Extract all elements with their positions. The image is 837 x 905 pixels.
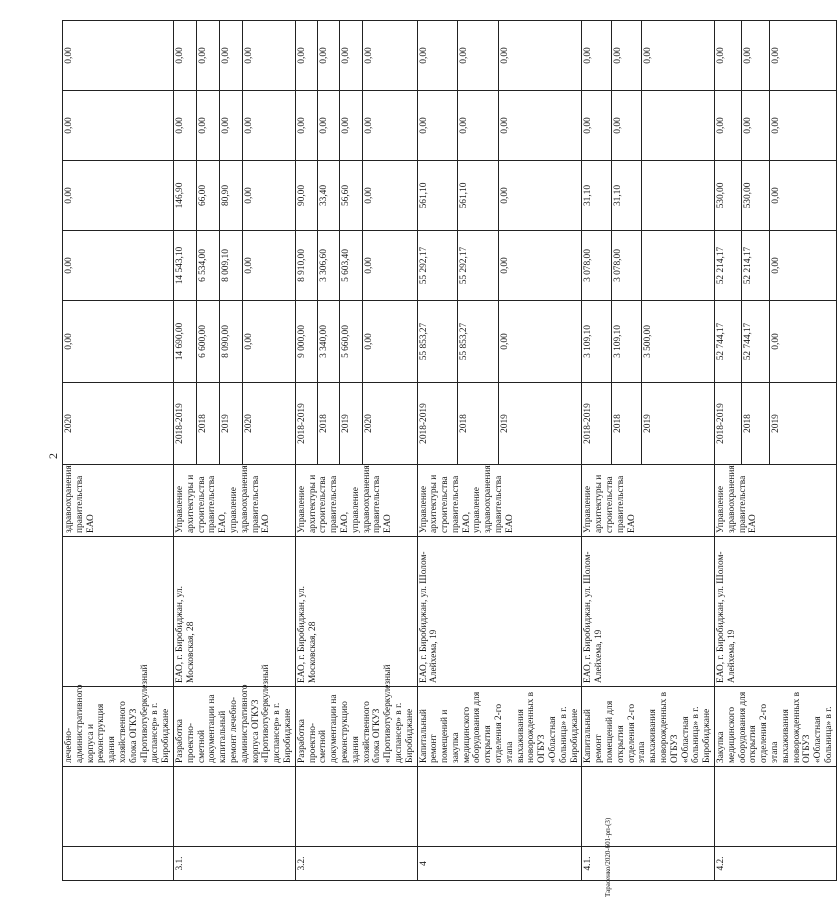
amount-other: 0,00	[173, 21, 196, 91]
budget-table	[62, 20, 837, 881]
spacer-cell	[63, 767, 174, 847]
amount-other: 0,00	[219, 21, 242, 91]
location: ЕАО, г. Биробиджан, ул. Московская, 28	[173, 537, 295, 687]
amount-total: 3 500,00	[642, 301, 715, 383]
responsible-body: Управление архитектуры и строительства правительства ЕАО	[582, 465, 715, 537]
amount-local: 0,00	[499, 91, 582, 161]
row-number: 4	[417, 847, 582, 881]
period: 2018-2019	[173, 383, 196, 465]
spacer-cell	[295, 767, 417, 847]
amount-federal: 55 292,17	[458, 231, 499, 301]
amount-federal: 3 078,00	[612, 231, 642, 301]
location	[63, 537, 174, 687]
amount-federal: 55 292,17	[417, 231, 458, 301]
amount-regional: 0,00	[242, 161, 295, 231]
amount-total: 52 744,17	[715, 301, 742, 383]
amount-federal: 14 543,10	[173, 231, 196, 301]
amount-regional: 146,90	[173, 161, 196, 231]
amount-local: 0,00	[715, 91, 742, 161]
amount-regional: 90,00	[295, 161, 317, 231]
amount-regional: 561,10	[417, 161, 458, 231]
object-name: Разработка проектно-сметной документации на капитальный ремонт лечебно-административного корпуса ОГКУЗ «Противотуберкулезный диспансер» в г. Биробиджане	[173, 687, 295, 767]
amount-federal: 52 214,17	[742, 231, 769, 301]
object-name: лечебно-административного корпуса и реконструкция здания хозяйственного блока ОГКУЗ «Противотуберкулезный диспансер» в г. Биробиджане	[63, 687, 174, 767]
location: ЕАО, г. Биробиджан, ул. Шолом-Алейхема, 19	[715, 537, 837, 687]
period: 2019	[219, 383, 242, 465]
amount-other: 0,00	[582, 21, 612, 91]
amount-federal: 0,00	[362, 231, 417, 301]
responsible-body: Управление архитектуры и строительства правительства ЕАО, управление здравоохранения правительства ЕАО	[417, 465, 582, 537]
amount-federal: 0,00	[769, 231, 836, 301]
spacer-cell	[715, 767, 837, 847]
amount-local: 0,00	[362, 91, 417, 161]
amount-regional: 530,00	[715, 161, 742, 231]
amount-other: 0,00	[196, 21, 219, 91]
period: 2018-2019	[582, 383, 612, 465]
object-name: Капитальный ремонт помещений для открытия отделения 2-го этапа выхаживания новорожденных в ОГБУЗ «Областная больница» в г. Биробиджане	[582, 687, 715, 767]
row-number: 4.1.	[582, 847, 715, 881]
amount-other: 0,00	[742, 21, 769, 91]
amount-federal: 3 306,60	[317, 231, 339, 301]
amount-other: 0,00	[458, 21, 499, 91]
amount-regional	[642, 161, 715, 231]
period: 2018-2019	[715, 383, 742, 465]
amount-total: 3 109,10	[612, 301, 642, 383]
row-number: 4.2.	[715, 847, 837, 881]
location: ЕАО, г. Биробиджан, ул. Шолом-Алейхема, 19	[417, 537, 582, 687]
amount-other: 0,00	[63, 21, 174, 91]
amount-other: 0,00	[317, 21, 339, 91]
amount-total: 0,00	[242, 301, 295, 383]
amount-regional: 80,90	[219, 161, 242, 231]
amount-regional: 33,40	[317, 161, 339, 231]
amount-local: 0,00	[417, 91, 458, 161]
amount-total: 52 744,17	[742, 301, 769, 383]
period: 2018-2019	[295, 383, 317, 465]
spacer-cell	[173, 767, 295, 847]
amount-total: 55 853,27	[458, 301, 499, 383]
page-number: 2	[46, 453, 60, 459]
amount-regional: 0,00	[499, 161, 582, 231]
amount-local	[642, 91, 715, 161]
table-row	[63, 21, 174, 881]
table-row	[715, 21, 742, 881]
amount-total: 8 090,00	[219, 301, 242, 383]
amount-regional: 530,00	[742, 161, 769, 231]
amount-other: 0,00	[295, 21, 317, 91]
amount-other: 0,00	[242, 21, 295, 91]
amount-local: 0,00	[173, 91, 196, 161]
amount-local: 0,00	[196, 91, 219, 161]
period: 2018	[742, 383, 769, 465]
period: 2018	[317, 383, 339, 465]
period: 2019	[499, 383, 582, 465]
object-name: Закупка медицинского оборудования для открытия отделения 2-го этапа выхаживания новорожденных в ОГБУЗ «Областная больница» в г.	[715, 687, 837, 767]
amount-local: 0,00	[219, 91, 242, 161]
period: 2018	[612, 383, 642, 465]
location: ЕАО, г. Биробиджан, ул. Московская, 28	[295, 537, 417, 687]
location: ЕАО, г. Биробиджан, ул. Шолом-Алейхема, 19	[582, 537, 715, 687]
amount-other: 0,00	[642, 21, 715, 91]
amount-other: 0,00	[612, 21, 642, 91]
spacer-cell	[582, 767, 715, 847]
amount-local: 0,00	[295, 91, 317, 161]
amount-local: 0,00	[63, 91, 174, 161]
amount-total: 0,00	[362, 301, 417, 383]
amount-federal: 8 910,00	[295, 231, 317, 301]
amount-regional: 0,00	[362, 161, 417, 231]
period: 2019	[642, 383, 715, 465]
period: 2018	[458, 383, 499, 465]
amount-other: 0,00	[417, 21, 458, 91]
amount-other: 0,00	[340, 21, 362, 91]
period: 2019	[769, 383, 836, 465]
amount-regional: 31,10	[582, 161, 612, 231]
amount-federal: 5 603,40	[340, 231, 362, 301]
table-row	[417, 21, 458, 881]
amount-total: 3 340,00	[317, 301, 339, 383]
row-number: 3.2.	[295, 847, 417, 881]
amount-regional: 31,10	[612, 161, 642, 231]
table-row	[582, 21, 612, 881]
amount-regional: 66,00	[196, 161, 219, 231]
table-row	[295, 21, 317, 881]
amount-other: 0,00	[715, 21, 742, 91]
row-number	[63, 847, 174, 881]
responsible-body: Управление архитектуры и строительства правительства ЕАО, управление здравоохранения правительства ЕАО	[173, 465, 295, 537]
responsible-body: здравоохранения правительства ЕАО	[63, 465, 174, 537]
amount-total: 9 000,00	[295, 301, 317, 383]
period: 2020	[63, 383, 174, 465]
spacer-cell	[417, 767, 582, 847]
amount-other: 0,00	[769, 21, 836, 91]
period: 2020	[242, 383, 295, 465]
amount-local: 0,00	[458, 91, 499, 161]
amount-federal	[642, 231, 715, 301]
period: 2020	[362, 383, 417, 465]
amount-regional: 56,60	[340, 161, 362, 231]
responsible-body: Управление архитектуры и строительства правительства ЕАО, управление здравоохранения правительства ЕАО	[295, 465, 417, 537]
amount-local: 0,00	[742, 91, 769, 161]
amount-total: 5 660,00	[340, 301, 362, 383]
amount-regional: 0,00	[63, 161, 174, 231]
amount-local: 0,00	[242, 91, 295, 161]
amount-local: 0,00	[582, 91, 612, 161]
amount-federal: 3 078,00	[582, 231, 612, 301]
amount-total: 3 109,10	[582, 301, 612, 383]
period: 2018-2019	[417, 383, 458, 465]
amount-total: 0,00	[63, 301, 174, 383]
amount-total: 0,00	[499, 301, 582, 383]
row-number: 3.1.	[173, 847, 295, 881]
amount-federal: 8 009,10	[219, 231, 242, 301]
amount-local: 0,00	[340, 91, 362, 161]
responsible-body: Управление здравоохранения правительства ЕАО	[715, 465, 837, 537]
amount-federal: 0,00	[242, 231, 295, 301]
amount-other: 0,00	[362, 21, 417, 91]
amount-federal: 52 214,17	[715, 231, 742, 301]
amount-total: 6 600,00	[196, 301, 219, 383]
amount-regional: 561,10	[458, 161, 499, 231]
amount-federal: 0,00	[63, 231, 174, 301]
amount-total: 55 853,27	[417, 301, 458, 383]
object-name: Капитальный ремонт помещений и закупка медицинского оборудования для открытия отделения 2-го этапа выхаживания новорожденных в ОГБУЗ «Областная больница» в г. Биробиджане	[417, 687, 582, 767]
amount-total: 14 690,00	[173, 301, 196, 383]
amount-local: 0,00	[769, 91, 836, 161]
amount-total: 0,00	[769, 301, 836, 383]
amount-other: 0,00	[499, 21, 582, 91]
period: 2019	[340, 383, 362, 465]
amount-federal: 0,00	[499, 231, 582, 301]
document-reference-note: Тарасенко/2020-601-рп-(3)	[604, 817, 612, 897]
amount-federal: 6 534,00	[196, 231, 219, 301]
object-name: Разработка проектно-сметной документации на реконструкцию здания хозяйственного блока ОГКУЗ «Противотуберкулезный диспансер» в г. Биробиджане	[295, 687, 417, 767]
table-row	[173, 21, 196, 881]
amount-regional: 0,00	[769, 161, 836, 231]
amount-local: 0,00	[612, 91, 642, 161]
amount-local: 0,00	[317, 91, 339, 161]
period: 2018	[196, 383, 219, 465]
